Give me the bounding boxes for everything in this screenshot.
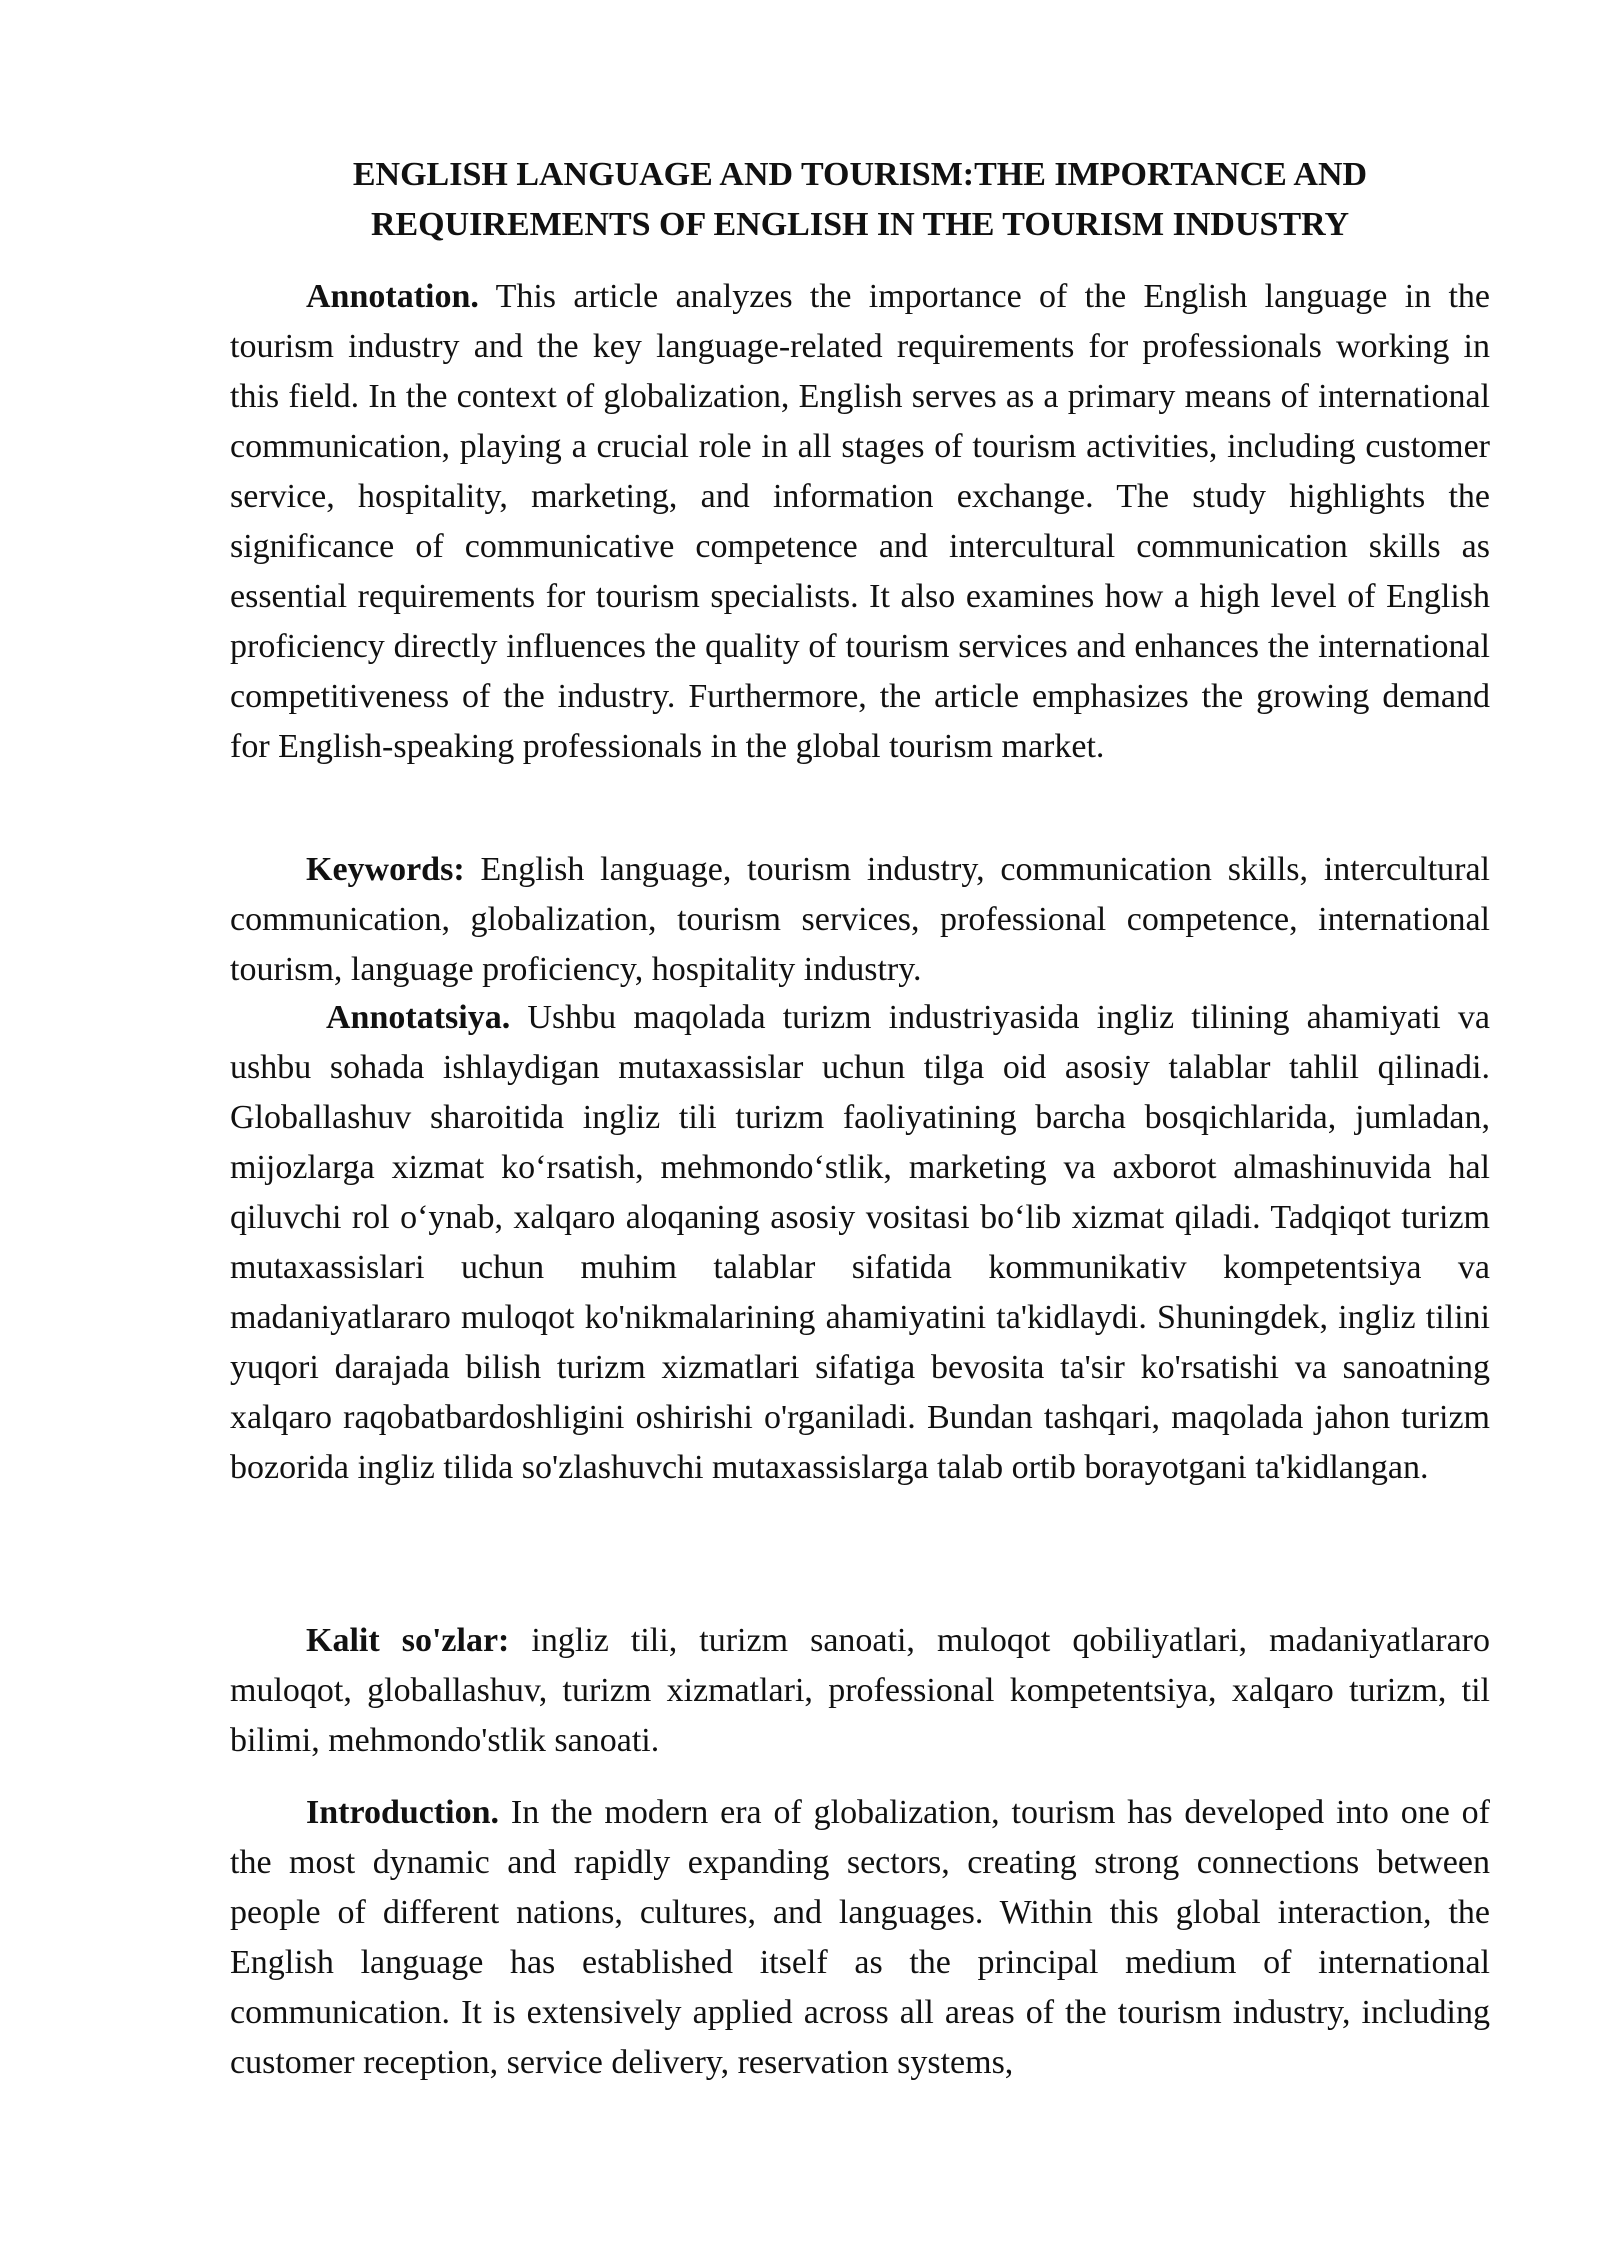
introduction-paragraph: [230, 1788, 1490, 2088]
introduction-label: Introduction.: [306, 1794, 500, 1831]
annotation-text: This article analyzes the importance of the English language in the tourism industry and the key language-related requirements for professionals working in this field. In the context of globalization, English serves as a primary means of international communication, playing a crucial role in all stages of tourism activities, including customer service, hospitality, marketing, and information exchange. The study highlights the significance of communicative competence and intercultural communication skills as essential requirements for tourism specialists. It also examines how a high level of English proficiency directly influences the quality of tourism services and enhances the international competitiveness of the industry. Furthermore, the article emphasizes the growing demand for English-speaking professionals in the global tourism market.: [230, 278, 1490, 765]
kalit-sozlar-paragraph: [230, 1616, 1490, 1766]
annotatsiya-text: Ushbu maqolada turizm industriyasida ingliz tilining ahamiyati va ushbu sohada ishlaydigan mutaxassislar uchun tilga oid asosiy talablar tahlil qilinadi. Globallashuv sharoitida ingliz tili turizm faoliyatining barcha bosqichlarida, jumladan, mijozlarga xizmat ko‘rsatish, mehmondo‘stlik, marketing va axborot almashinuvida hal qiluvchi rol o‘ynab, xalqaro aloqaning asosiy vositasi bo‘lib xizmat qiladi. Tadqiqot turizm mutaxassislari uchun muhim talablar sifatida kommunikativ kompetentsiya va madaniyatlararo muloqot ko'nikmalarining ahamiyatini ta'kidlaydi. Shuningdek, ingliz tilini yuqori darajada bilish turizm xizmatlari sifatiga bevosita ta'sir ko'rsatishi va sanoatning xalqaro raqobatbardoshligini oshirishi o'rganiladi. Bundan tashqari, maqolada jahon turizm bozorida ingliz tilida so'zlashuvchi mutaxassislarga talab ortib borayotgani ta'kidlangan.: [230, 999, 1490, 1486]
kalit-sozlar-text: ingliz tili, turizm sanoati, muloqot qobiliyatlari, madaniyatlararo muloqot, globallashuv, turizm xizmatlari, professional kompetentsiya, xalqaro turizm, til bilimi, mehmondo'stlik sanoati.: [230, 1622, 1490, 1759]
annotation-paragraph: [230, 272, 1490, 772]
paper-title-line-1: ENGLISH LANGUAGE AND TOURISM:THE IMPORTANCE AND: [352, 156, 1368, 193]
keywords-label: Keywords:: [306, 851, 465, 888]
paper-title-line-2: REQUIREMENTS OF ENGLISH IN THE TOURISM INDUSTRY: [370, 206, 1350, 243]
annotation-label: Annotation.: [306, 278, 479, 315]
annotatsiya-paragraph: [230, 993, 1490, 1493]
keywords-paragraph: [230, 845, 1490, 995]
kalit-sozlar-label: Kalit so'zlar:: [306, 1622, 510, 1659]
introduction-text: In the modern era of globalization, tourism has developed into one of the most dynamic and rapidly expanding sectors, creating strong connections between people of different nations, cultures, and languages. Within this global interaction, the English language has established itself as the principal medium of international communication. It is extensively applied across all areas of the tourism industry, including customer reception, service delivery, reservation systems,: [230, 1794, 1490, 2081]
paper-title: [230, 150, 1490, 250]
keywords-text: English language, tourism industry, communication skills, intercultural communication, globalization, tourism services, professional competence, international tourism, language proficiency, hospitality industry.: [230, 851, 1490, 988]
annotatsiya-label: Annotatsiya.: [326, 999, 511, 1036]
